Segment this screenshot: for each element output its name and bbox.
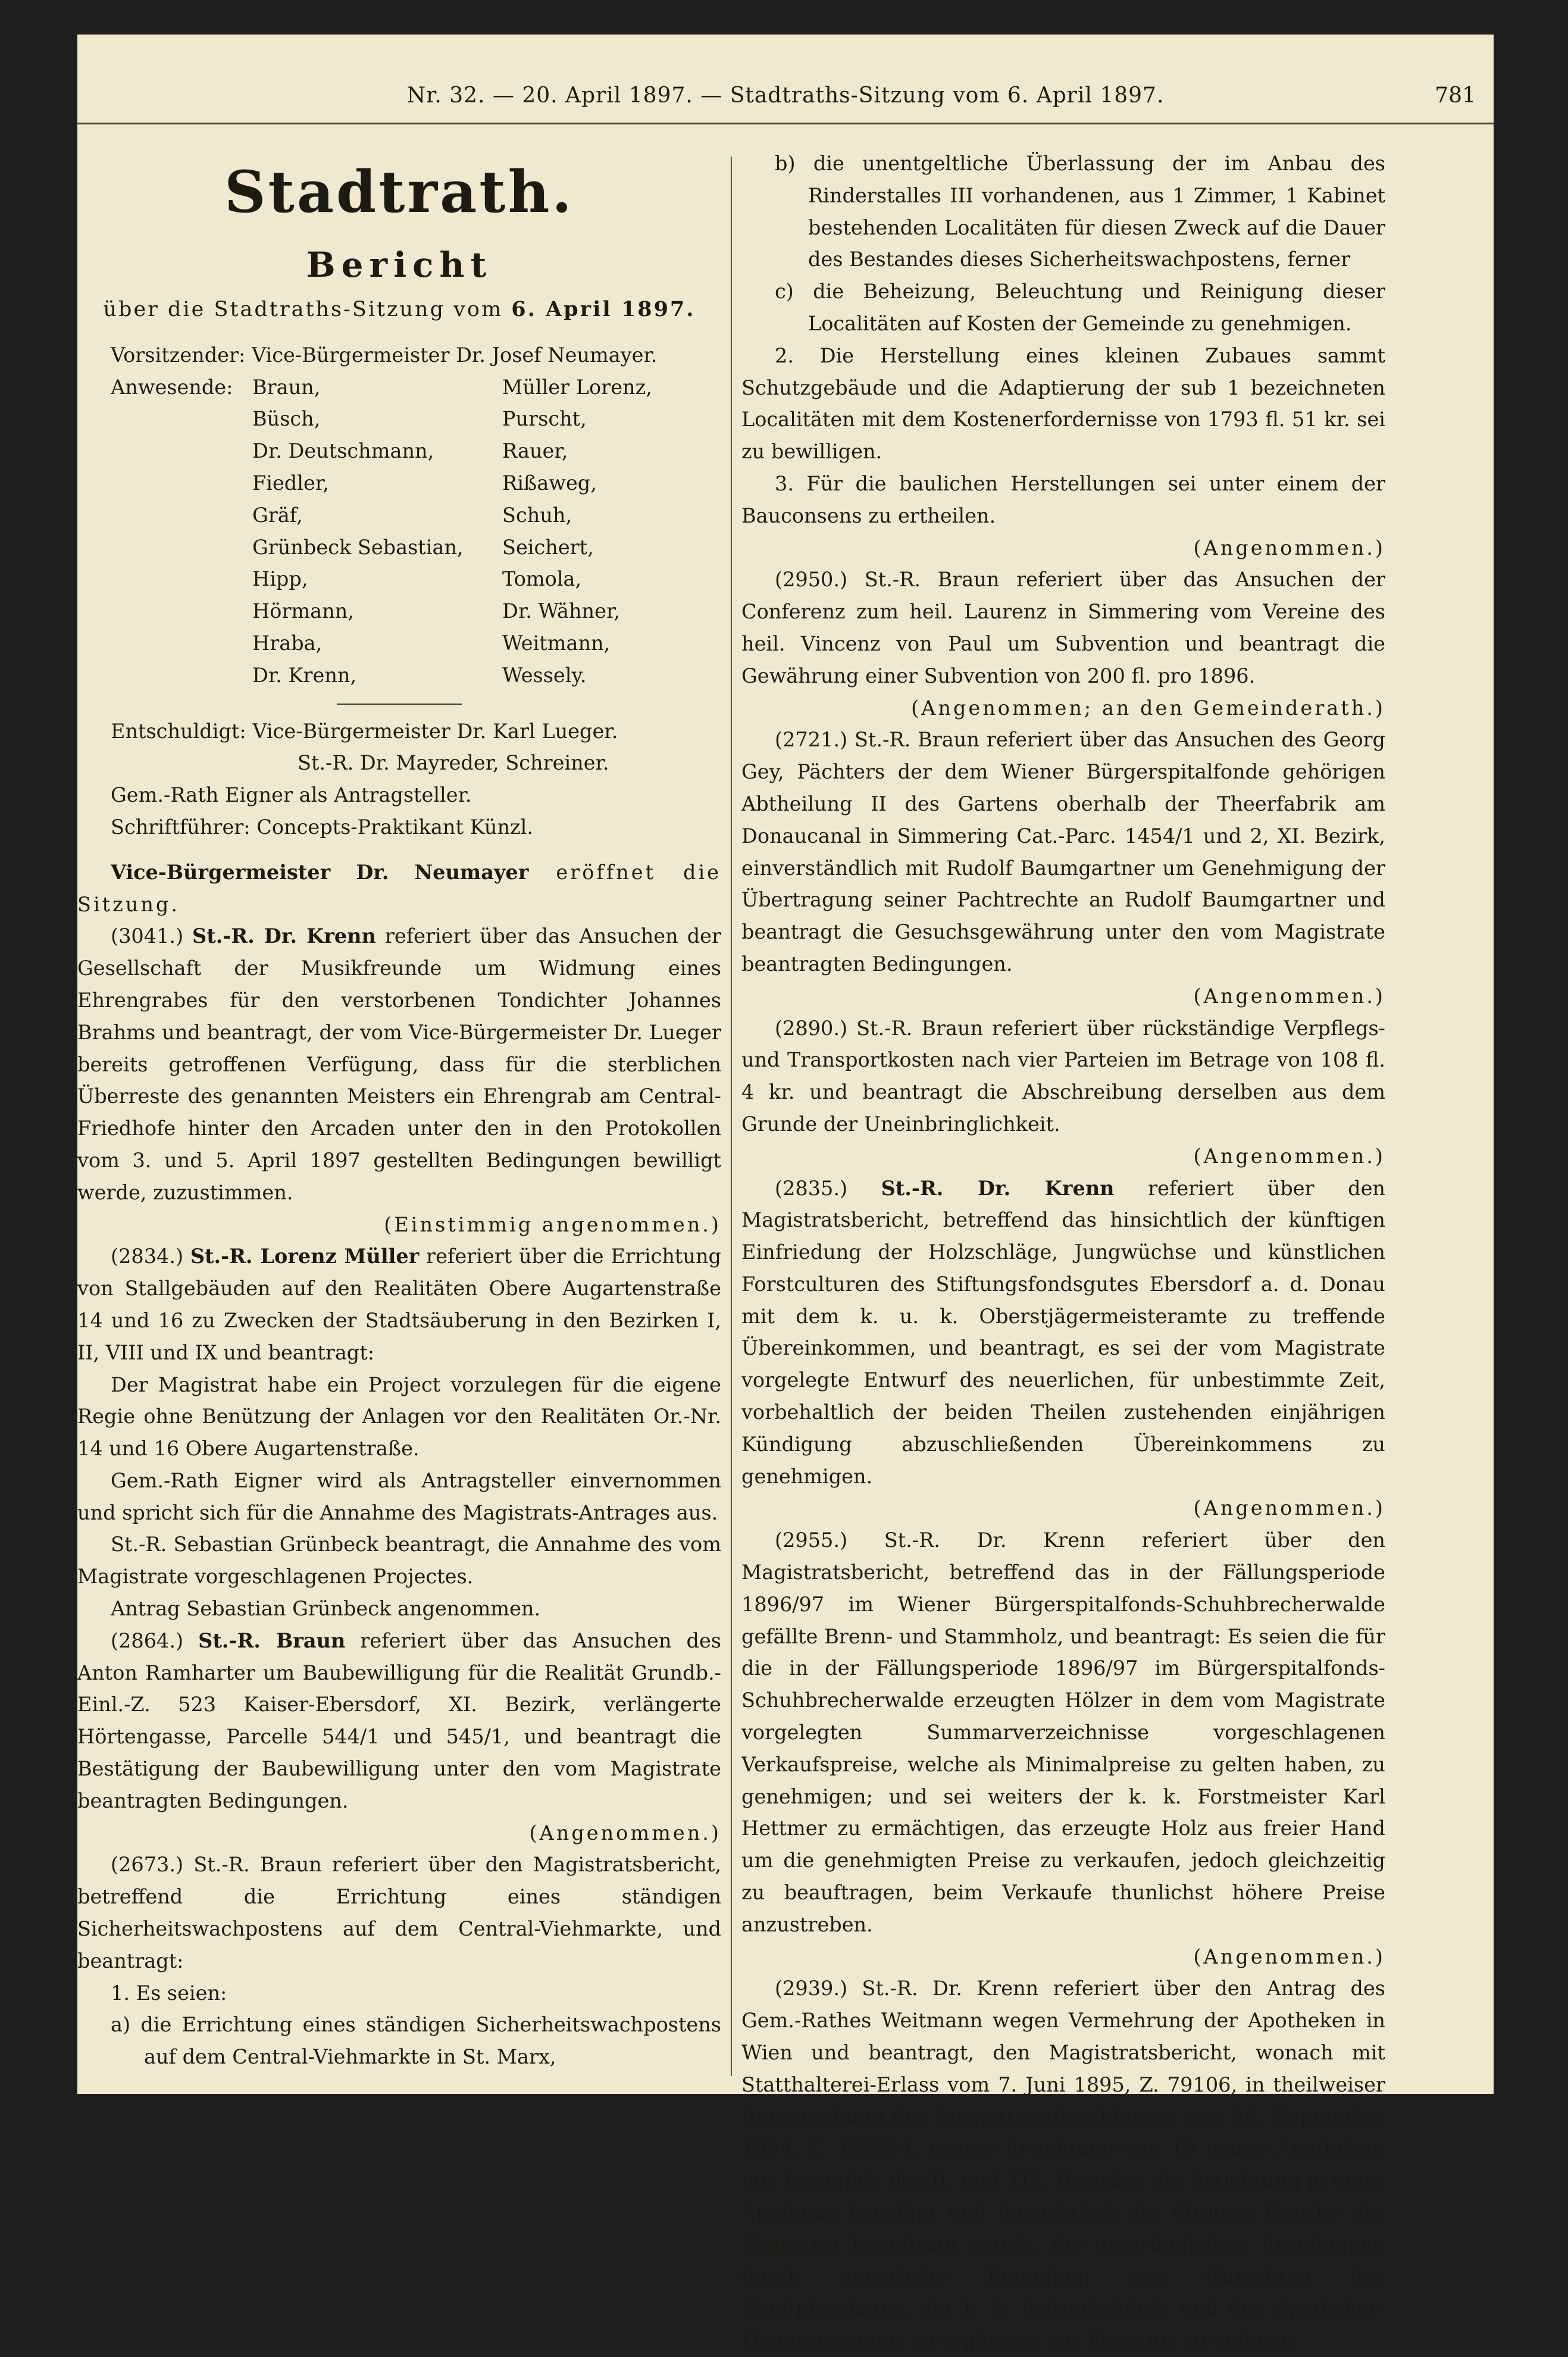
secretary-line (77, 811, 721, 843)
present-name: Grünbeck Sebastian, (252, 535, 464, 559)
item-number: (2834.) (111, 1245, 190, 1268)
item-2834 (77, 1240, 721, 1368)
item-number: (2864.) (111, 1628, 199, 1652)
item-2834-gruenbeck: St.-R. Sebastian Grünbeck beantragt, die Annahme des vom Magistrate vorgeschlagenen Projectes. (77, 1533, 721, 1589)
item-3041-result: (Einstimmig angenommen.) (384, 1212, 721, 1236)
item-2834-result: Antrag Sebastian Grünbeck angenommen. (111, 1597, 541, 1621)
session-line (77, 293, 721, 326)
item-text: referiert über das Ansuchen des Anton Ramharter um Baubewilligung für die Realität Grundb.-Einl.-Z. 523 Kaiser-Ebersdorf, XI. Bezirk, verlängerte Hörtengasse, Parcelle 544/1 und 545/1, und beantragt die Bestätigung der Baubewilligung unter den vom Magistrate beantragten Bedingungen. (77, 1628, 721, 1812)
present-name: Rauer, (502, 439, 568, 463)
session-prefix: über die Stadtraths-Sitzung vom (103, 298, 512, 321)
present-name: Dr. Wähner, (502, 599, 620, 623)
item-2673: (2673.) St.-R. Braun referiert über den Magistratsbericht, betreffend die Errichtung eines ständigen Sicherheitswachpostens auf dem Central-Viehmarkte, und beantragt: (77, 1853, 721, 1972)
speaker: St.-R. Dr. Krenn (881, 1176, 1115, 1200)
present-name: Dr. Krenn, (252, 663, 357, 687)
separator-rule (337, 704, 462, 705)
excused-label: Entschuldigt: (111, 719, 246, 743)
present-name: Dr. Deutschmann, (252, 439, 434, 463)
present-name: Rißaweg, (502, 471, 597, 495)
item-2955: (2955.) St.-R. Dr. Krenn referiert über den Magistratsbericht, betreffend das in der Fällungsperiode 1896/97 im Wiener Bürgerspitalfonds-Schuhbrecherwalde gefällte Brenn- und Stammholz, und beantragt: Es seien die für die in der Fällungsperiode 1896/97 im Bürgerspitalfonds-Schuhbrecherwalde erzeugten Hölzer in dem vom Magistrate vorgelegten Summarverzeichnisse vorgeschlagenen Verkaufspreise, welche als Minimalpreise zu gelten haben, zu genehmigen; und sei weiters der k. k. Forstmeister Karl Hettmer zu ermächtigen, das erzeugte Holz aus freier Hand um die genehmigten Preise zu verkaufen, jedoch gleichzeitig zu beauftragen, beim Verkaufe thunlichst höhere Preise anzustreben. (741, 1528, 1385, 1936)
present-name: Hraba, (252, 631, 323, 655)
chair-label: Vorsitzender: (111, 343, 246, 367)
report-heading: Bericht (306, 245, 493, 285)
item-2955-result: (Angenommen.) (1193, 1945, 1385, 1968)
item-2673-list-a: a) die Errichtung eines ständigen Sicherheitswachpostens auf dem Central-Viehmarkte in St. Marx, (111, 2013, 721, 2069)
item-2864-result: (Angenommen.) (529, 1821, 721, 1845)
opening-text: eröffnet die Sitzung. (77, 860, 721, 916)
present-name: Hörmann, (252, 599, 354, 623)
item-2835-result: (Angenommen.) (1193, 1496, 1385, 1520)
present-name: Büsch, (252, 407, 321, 431)
item-2939: (2939.) St.-R. Dr. Krenn referiert über den Antrag des Gem.-Rathes Weitmann wegen Vermehrung der Apotheken in Wien und beantragt, den Magistratsbericht, wonach mit Statthalterei-Erlass vom 7. Juni 1895, Z. 79106, in theilweiser Entsprechung des Magistrats-Beschlusses vom 14. September 1894, Z. 154904, wegen Errichtung von 15 neuen Apotheken nur bezüglich des II. und XIX. Bezirkes die Errichtung je einer Apotheke bewilligt und hinsichtlich der übrigen Bezirke der Magistrat beauftragt wurde, die ursprünglichen Erhebungen durch neuerliche Einholung von Gutachten des Stadtphysikates, der k. k. Polizeibehörde und des Apotheker-Hauptgremiums zu ergänzen, zur Kenntnis zu nehmen. (741, 1977, 1385, 2353)
item-2673-list-b: b) die unentgeltliche Überlassung der im Anbau des Rinderstalles III vorhandenen, aus 1 Zimmer, 1 Kabinet bestehenden Localitäten für diesen Zweck auf die Dauer des Bestandes dieses Sicherheitswachpostens, ferner (775, 152, 1385, 271)
item-2673-point-3: 3. Für die baulichen Herstellungen sei unter einem der Bauconsens zu ertheilen. (741, 471, 1385, 527)
present-label: Anwesende: (111, 375, 233, 399)
item-2864 (77, 1625, 721, 1817)
excused-line-2: St.-R. Dr. Mayreder, Schreiner. (298, 751, 609, 775)
opening-paragraph (77, 856, 721, 921)
page-number: 781 (1435, 83, 1476, 108)
document-page (77, 35, 1494, 2353)
item-2890-result: (Angenommen.) (1193, 1144, 1385, 1168)
excused-names-1: Vice-Bürgermeister Dr. Karl Lueger. (252, 719, 618, 743)
page-header (77, 35, 1494, 148)
excused-line (77, 715, 721, 748)
item-3041 (77, 920, 721, 1208)
present-name: Braun, (252, 375, 321, 399)
item-2673-list-1: 1. Es seien: (111, 1981, 227, 2005)
speaker: St.-R. Braun (198, 1628, 346, 1652)
left-column (77, 148, 721, 2076)
present-name: Tomola, (502, 567, 582, 591)
chair-line (77, 339, 721, 371)
speaker: St.-R. Lorenz Müller (190, 1245, 420, 1268)
item-number: (2835.) (775, 1176, 881, 1200)
running-head: Nr. 32. — 20. April 1897. — Stadtraths-Sitzung vom 6. April 1897. (406, 83, 1165, 108)
item-2673-point-2: 2. Die Herstellung eines kleinen Zubaues sammt Schutzgebäude und die Adaptierung der sub 1 bezeichneten Localitäten mit dem Kostenerfordernisse von 1793 fl. 51 kr. sei zu bewilligen. (741, 343, 1385, 464)
item-2721: (2721.) St.-R. Braun referiert über das Ansuchen des Georg Gey, Pächters der dem Wiener Bürgerspitalfonde gehörigen Abtheilung II des Gartens oberhalb der Theerfabrik am Donaucanal in Simmering Cat.-Parc. 1454/1 und 2, XI. Bezirk, einverständlich mit Rudolf Baumgartner um Genehmigung der Übertragung seiner Pachtrechte an Rudolf Baumgartner und beantragt die Gesuchsgewährung unter den vom Magistrate beantragten Bedingungen. (741, 728, 1385, 976)
speaker: St.-R. Dr. Krenn (192, 924, 376, 948)
item-text: referiert über den Magistratsbericht, betreffend das hinsichtlich der künftigen Einfriedung der Holzschläge, Jungwüchse und künstlichen Forstculturen des Stiftungsfondsgutes Ebersdorf a. d. Donau mit dem k. u. k. Oberstjägermeisteramte zu treffende Übereinkommen, und beantragt, es sei der vom Magistrate vorgelegte Entwurf des neuerlichen, für unbestimmte Zeit, vorbehaltlich der beiden Theilen zustehenden einjährigen Kündigung abzuschließenden Übereinkommens zu genehmigen. (741, 1176, 1385, 1488)
present-name: Wessely. (502, 663, 587, 687)
present-name: Fiedler, (252, 471, 329, 495)
present-name: Seichert, (502, 535, 594, 559)
item-2673-result: (Angenommen.) (1193, 536, 1385, 559)
item-2834-motion: Der Magistrat habe ein Project vorzulegen für die eigene Regie ohne Benützung der Anlagen vor den Realitäten Or.-Nr. 14 und 16 Obere Augartenstraße. (77, 1373, 721, 1461)
item-text: referiert über das Ansuchen der Gesellschaft der Musikfreunde um Widmung eines Ehrengrabes für den verstorbenen Tondichter Johannes Brahms und beantragt, der vom Vice-Bürgermeister Dr. Lueger bereits getroffenen Verfügung, dass für die sterblichen Überreste des genannten Meisters ein Ehrengrab am Central-Friedhofe hinter den Arcaden unter den in den Protokollen vom 3. und 5. April 1897 gestellten Bedingungen bewilligt werde, zuzustimmen. (77, 924, 721, 1204)
gem-rath-line: Gem.-Rath Eigner als Antragsteller. (111, 783, 472, 807)
secretary-name: Concepts-Praktikant Künzl. (256, 815, 534, 839)
present-name: Müller Lorenz, (502, 375, 652, 399)
item-text: referiert über die Errichtung von Stallgebäuden auf den Realitäten Obere Augartenstraße 14 und 16 zu Zwecken der Stadtsäuberung in den Bezirken I, II, VIII und IX und beantragt: (77, 1245, 721, 1364)
item-2721-result: (Angenommen.) (1193, 984, 1385, 1008)
present-name: Gräf, (252, 503, 303, 527)
secretary-label: Schriftführer: (111, 815, 251, 839)
header-rule (77, 123, 1494, 124)
item-2835 (741, 1173, 1385, 1493)
present-name: Purscht, (502, 407, 587, 431)
item-2890: (2890.) St.-R. Braun referiert über rückständige Verpflegs- und Transportkosten nach vier Parteien im Betrage von 108 fl. 4 kr. und beantragt die Abschreibung derselben aus dem Grunde der Uneinbringlichkeit. (741, 1016, 1385, 1136)
chair-name: Vice-Bürgermeister Dr. Josef Neumayer. (251, 343, 658, 367)
present-name: Hipp, (252, 567, 308, 591)
right-column (741, 148, 1385, 2353)
item-number: (3041.) (111, 924, 193, 948)
opening-speaker: Vice-Bürgermeister Dr. Neumayer (111, 860, 529, 884)
item-2950-result: (Angenommen; an den Gemeinderath.) (911, 696, 1385, 720)
item-2950: (2950.) St.-R. Braun referiert über das Ansuchen der Conferenz zum heil. Laurenz in Simmering vom Vereine des heil. Vincenz von Paul um Subvention und beantragt die Gewährung einer Subvention von 200 fl. pro 1896. (741, 568, 1385, 687)
present-name: Schuh, (502, 503, 572, 527)
item-2834-eigner: Gem.-Rath Eigner wird als Antragsteller einvernommen und spricht sich für die Annahme des Magistrats-Antrages aus. (77, 1468, 721, 1524)
present-name: Weitmann, (502, 631, 611, 655)
attendance-list (77, 371, 721, 692)
item-2673-list-c: c) die Beheizung, Beleuchtung und Reinigung dieser Localitäten auf Kosten der Gemeinde zu genehmigen. (775, 280, 1385, 335)
section-title: Stadtrath. (224, 158, 574, 226)
session-date: 6. April 1897. (511, 297, 696, 321)
